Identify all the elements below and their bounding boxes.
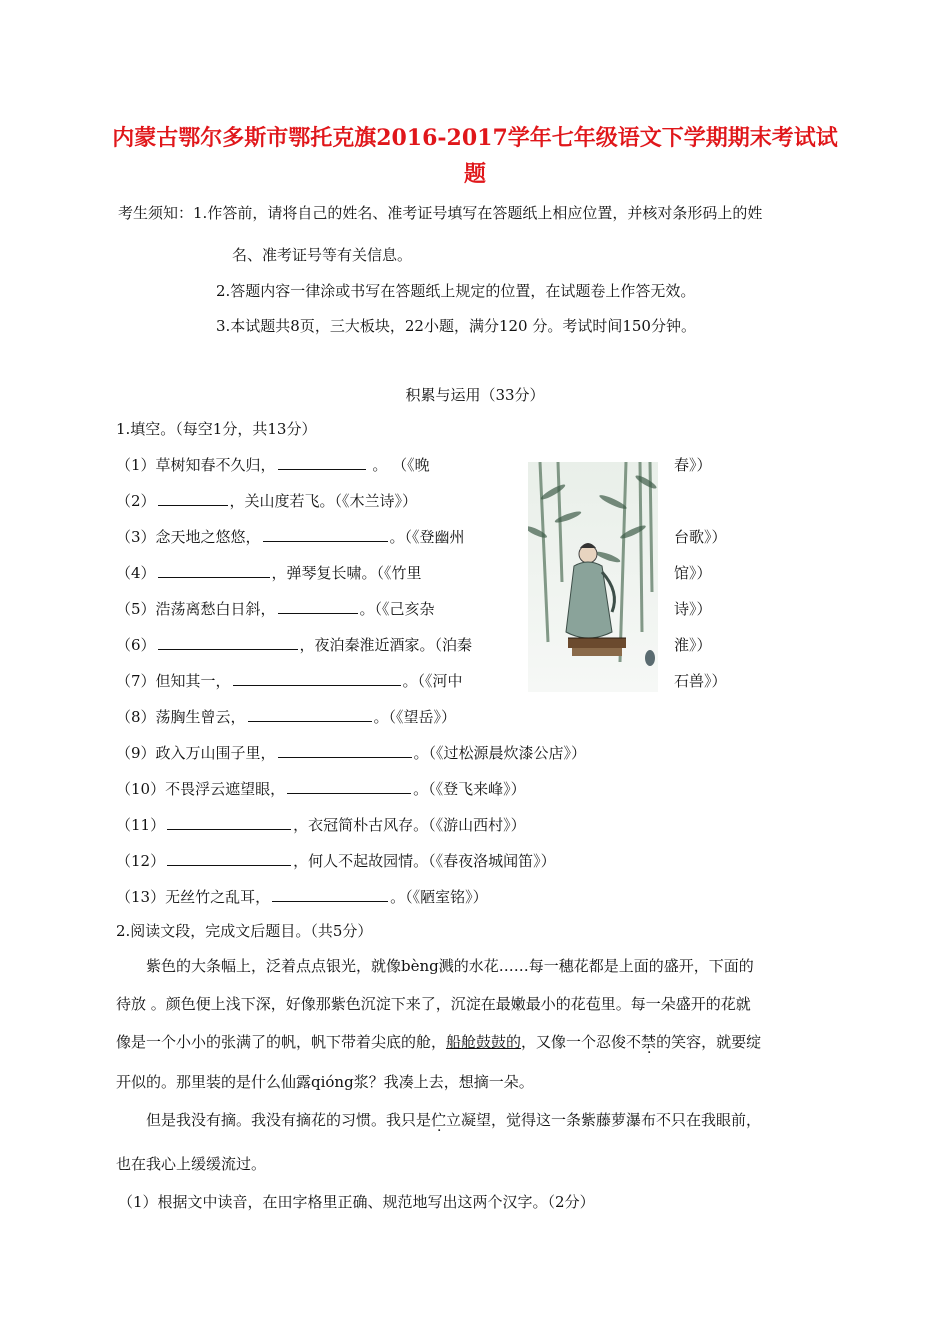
dotted-character: 伫 (431, 1111, 447, 1129)
answer-blank[interactable] (167, 850, 291, 866)
answer-blank[interactable] (272, 886, 388, 902)
q1-item-suffix: ，何人不起故园情。（《春夜洛城闻笛》） (293, 852, 556, 870)
q2-heading: 2.阅读文段，完成文后题目。（共5分） (116, 922, 373, 940)
q1-item-suffix: ，弹琴复长啸。（《竹里 (271, 564, 422, 582)
q1-item-prefix: （2） (116, 492, 156, 510)
answer-blank[interactable] (287, 778, 411, 794)
q1-item-suffix: ，衣冠简朴古风存。（《游山西村》） (293, 816, 526, 834)
q1-item (116, 742, 586, 763)
q1-item (116, 526, 465, 547)
q1-item-suffix: ，关山度若飞。（《木兰诗》） (229, 492, 418, 510)
notice-item1a (118, 202, 762, 223)
answer-blank[interactable] (158, 634, 298, 650)
dotted-character: 禁 (641, 1033, 657, 1051)
answer-blank[interactable] (263, 526, 388, 542)
answer-blank[interactable] (278, 454, 366, 470)
q1-item-prefix: （10）不畏浮云遮望眼， (116, 780, 286, 798)
answer-blank[interactable] (278, 598, 358, 614)
q2-paragraph1-line3 (116, 1031, 761, 1052)
q2-paragraph1-line1: 紫色的大条幅上，泛着点点银光，就像bèng溅的水花……每一穗花都是上面的盛开，下面的 (146, 957, 754, 975)
notice-item2: 2.答题内容一律涂或书写在答题纸上规定的位置，在试题卷上作答无效。 (216, 282, 696, 300)
q1-item-prefix: （7）但知其一， (116, 672, 231, 690)
text-segment: ，又像一个忍俊不 (521, 1033, 642, 1051)
q1-item-suffix: 。（《登飞来峰》） (413, 780, 526, 798)
q1-item (116, 886, 488, 907)
underlined-phrase: 船舱鼓鼓的 (446, 1033, 522, 1051)
q1-item-prefix: （13）无丝竹之乱耳， (116, 888, 271, 906)
q1-item (116, 454, 430, 475)
q1-item-suffix: 。 （《晚 (367, 456, 430, 474)
q2-paragraph1-line2: 待放 。颜色便上浅下深，好像那紫色沉淀下来了，沉淀在最嫩最小的花苞里。每一朵盛开的花就 (116, 995, 751, 1013)
q1-item (116, 778, 526, 799)
text-segment: 立凝望，觉得这一条紫藤萝瀑布不只在我眼前， (446, 1111, 762, 1129)
q1-item-prefix: （3）念天地之悠悠， (116, 528, 261, 546)
q1-item-prefix: （8）荡胸生曾云， (116, 708, 246, 726)
q1-item-prefix: （4） (116, 564, 156, 582)
q1-item-source-continuation: 馆》） (674, 564, 712, 582)
notice-item1b: 名、准考证号等有关信息。 (232, 246, 413, 264)
poet-illustration (528, 462, 658, 692)
q1-item (116, 850, 556, 871)
q2-paragraph2-line2: 也在我心上缓缓流过。 (116, 1155, 267, 1173)
q1-item-source-continuation: 台歌》） (674, 528, 727, 546)
q1-item-suffix: 。（《登幽州 (389, 528, 465, 546)
notice-item1-text: 1.作答前，请将自己的姓名、准考证号填写在答题纸上相应位置，并核对条形码上的姓 (193, 204, 763, 222)
q1-heading: 1.填空。（每空1分，共13分） (116, 420, 317, 438)
q1-item (116, 562, 422, 583)
notice-item3: 3.本试题共8页，三大板块，22小题，满分120 分。考试时间150分钟。 (216, 317, 696, 335)
q2-paragraph2-line1 (146, 1109, 761, 1130)
q1-item-prefix: （6） (116, 636, 156, 654)
q1-item-source-continuation: 诗》） (674, 600, 712, 618)
q1-item-suffix: 。（《河中 (402, 672, 463, 690)
text-segment: 的笑容，就要绽 (656, 1033, 762, 1051)
q1-item-suffix: 。（《望岳》） (373, 708, 457, 726)
q1-item (116, 598, 435, 619)
answer-blank[interactable] (278, 742, 412, 758)
q1-item-source-continuation: 淮》） (674, 636, 712, 654)
text-segment: 像是一个小小的张满了的帆，帆下带着尖底的舱， (116, 1033, 447, 1051)
q1-item-prefix: （5）浩荡离愁白日斜， (116, 600, 276, 618)
q1-item-suffix: ，夜泊秦淮近酒家。（泊秦 (299, 636, 473, 654)
q1-item (116, 814, 526, 835)
q1-item-suffix: 。（《过松源晨炊漆公店》） (413, 744, 587, 762)
q2-subquestion1: （1）根据文中读音，在田字格里正确、规范地写出这两个汉字。（2分） (118, 1193, 595, 1211)
q1-item (116, 706, 456, 727)
answer-blank[interactable] (167, 814, 291, 830)
exam-title-line2: 题 (463, 161, 486, 187)
q1-item (116, 634, 472, 655)
text-segment: 但是我没有摘。我没有摘花的习惯。我只是 (146, 1111, 432, 1129)
q1-item-prefix: （12） (116, 852, 166, 870)
answer-blank[interactable] (248, 706, 372, 722)
q1-item-suffix: 。（《己亥杂 (359, 600, 435, 618)
section-title: 积累与运用（33分） (405, 386, 545, 404)
q1-item-prefix: （1）草树知春不久归， (116, 456, 276, 474)
q1-item-source-continuation: 春》） (674, 456, 712, 474)
q1-item (116, 670, 463, 691)
q1-item (116, 490, 417, 511)
q1-item-suffix: 。（《陋室铭》） (390, 888, 488, 906)
exam-title (100, 120, 850, 192)
q1-item-source-continuation: 石兽》） (674, 672, 727, 690)
answer-blank[interactable] (158, 562, 270, 578)
q2-paragraph1-line4: 开似的。那里装的是什么仙露qióng浆？我凑上去，想摘一朵。 (116, 1073, 534, 1091)
answer-blank[interactable] (158, 490, 228, 506)
notice-label: 考生须知： (118, 204, 194, 222)
q1-item-prefix: （11） (116, 816, 166, 834)
exam-title-line1: 内蒙古鄂尔多斯市鄂托克旗2016-2017学年七年级语文下学期期末考试试 (112, 125, 838, 151)
q1-item-prefix: （9）政入万山围子里， (116, 744, 276, 762)
answer-blank[interactable] (233, 670, 401, 686)
